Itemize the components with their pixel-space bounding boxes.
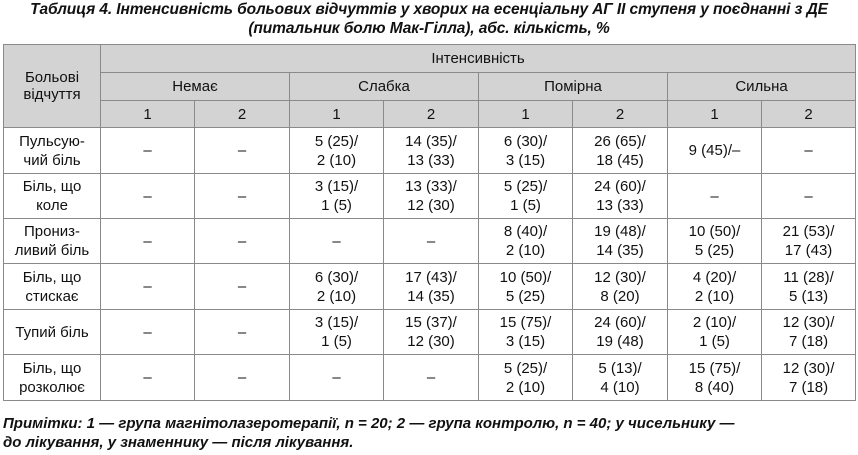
row-label: Біль, що розколює <box>4 355 101 401</box>
table-cell: 24 (60)/ 13 (33) <box>573 174 668 219</box>
header-group: 2 <box>762 101 856 128</box>
header-level: Слабка <box>290 73 479 101</box>
pain-intensity-table <box>3 44 856 401</box>
header-group: 1 <box>101 101 195 128</box>
table-cell: 2 (10)/ 1 (5) <box>668 310 762 355</box>
table-cell: 21 (53)/ 17 (43) <box>762 219 856 264</box>
table-cell: 5 (13)/ 4 (10) <box>573 355 668 401</box>
header-group: 2 <box>195 101 290 128</box>
table-row <box>4 128 856 174</box>
table-cell: 8 (40)/ 2 (10) <box>479 219 573 264</box>
table-cell: – <box>101 219 195 264</box>
table-cell: 3 (15)/ 1 (5) <box>290 310 384 355</box>
table-cell: – <box>101 174 195 219</box>
table-caption <box>0 0 858 38</box>
header-level: Помірна <box>479 73 668 101</box>
table-cell: 12 (30)/ 7 (18) <box>762 310 856 355</box>
table-cell: 26 (65)/ 18 (45) <box>573 128 668 174</box>
table-cell: 19 (48)/ 14 (35) <box>573 219 668 264</box>
table-cell: 12 (30)/ 8 (20) <box>573 264 668 310</box>
table-cell: – <box>195 174 290 219</box>
table-cell: 9 (45)/– <box>668 128 762 174</box>
header-group: 1 <box>290 101 384 128</box>
row-label: Тупий біль <box>4 310 101 355</box>
caption-line-2: (питальник болю Мак-Гілла), абс. кількість, % <box>248 20 610 37</box>
table-cell: 15 (75)/ 3 (15) <box>479 310 573 355</box>
table-row <box>4 219 856 264</box>
table-cell: – <box>762 128 856 174</box>
header-row-label: Больові відчуття <box>4 45 101 128</box>
table-cell: 4 (20)/ 2 (10) <box>668 264 762 310</box>
table-cell: 11 (28)/ 5 (13) <box>762 264 856 310</box>
header-group: 2 <box>573 101 668 128</box>
table-cell: 15 (37)/ 12 (30) <box>384 310 479 355</box>
table-cell: 14 (35)/ 13 (33) <box>384 128 479 174</box>
row-label: Прониз- ливий біль <box>4 219 101 264</box>
table-cell: – <box>762 174 856 219</box>
header-level: Сильна <box>668 73 856 101</box>
table-cell: – <box>101 128 195 174</box>
table-cell: – <box>384 355 479 401</box>
note-line-2: до лікування, у знаменнику — після лікування. <box>3 434 354 451</box>
table-row <box>4 264 856 310</box>
table-row <box>4 310 856 355</box>
table-row <box>4 355 856 401</box>
header-intensity: Інтенсивність <box>101 45 856 73</box>
table-cell: 10 (50)/ 5 (25) <box>668 219 762 264</box>
table-cell: 15 (75)/ 8 (40) <box>668 355 762 401</box>
note-line-1: Примітки: 1 — група магнітолазеротерапії, n = 20; 2 — група контролю, n = 40; у чисельнику — <box>3 415 735 432</box>
table-cell: – <box>195 219 290 264</box>
table-cell: – <box>290 219 384 264</box>
table-cell: 3 (15)/ 1 (5) <box>290 174 384 219</box>
table-cell: – <box>101 310 195 355</box>
table-cell: 12 (30)/ 7 (18) <box>762 355 856 401</box>
row-label: Біль, що коле <box>4 174 101 219</box>
row-label: Пульсую- чий біль <box>4 128 101 174</box>
table-cell: – <box>290 355 384 401</box>
table-cell: 17 (43)/ 14 (35) <box>384 264 479 310</box>
table-cell: 10 (50)/ 5 (25) <box>479 264 573 310</box>
table-cell: 5 (25)/ 2 (10) <box>479 355 573 401</box>
table-cell: 24 (60)/ 19 (48) <box>573 310 668 355</box>
table-cell: – <box>195 128 290 174</box>
table-note <box>3 414 855 452</box>
table-cell: 6 (30)/ 3 (15) <box>479 128 573 174</box>
table-cell: – <box>384 219 479 264</box>
caption-line-1: Таблиця 4. Інтенсивність больових відчуттів у хворих на есенціальну АГ ІІ ступеня у поєднанні з ДЕ <box>30 1 828 18</box>
table-cell: 13 (33)/ 12 (30) <box>384 174 479 219</box>
header-group: 1 <box>479 101 573 128</box>
table-cell: – <box>195 310 290 355</box>
table-cell: – <box>101 355 195 401</box>
header-group: 1 <box>668 101 762 128</box>
table-row <box>4 174 856 219</box>
table-cell: 5 (25)/ 2 (10) <box>290 128 384 174</box>
table-cell: – <box>195 355 290 401</box>
table-cell: – <box>101 264 195 310</box>
header-group: 2 <box>384 101 479 128</box>
table-cell: 6 (30)/ 2 (10) <box>290 264 384 310</box>
row-label: Біль, що стискає <box>4 264 101 310</box>
table-cell: – <box>668 174 762 219</box>
header-level: Немає <box>101 73 290 101</box>
table-cell: 5 (25)/ 1 (5) <box>479 174 573 219</box>
table-cell: – <box>195 264 290 310</box>
